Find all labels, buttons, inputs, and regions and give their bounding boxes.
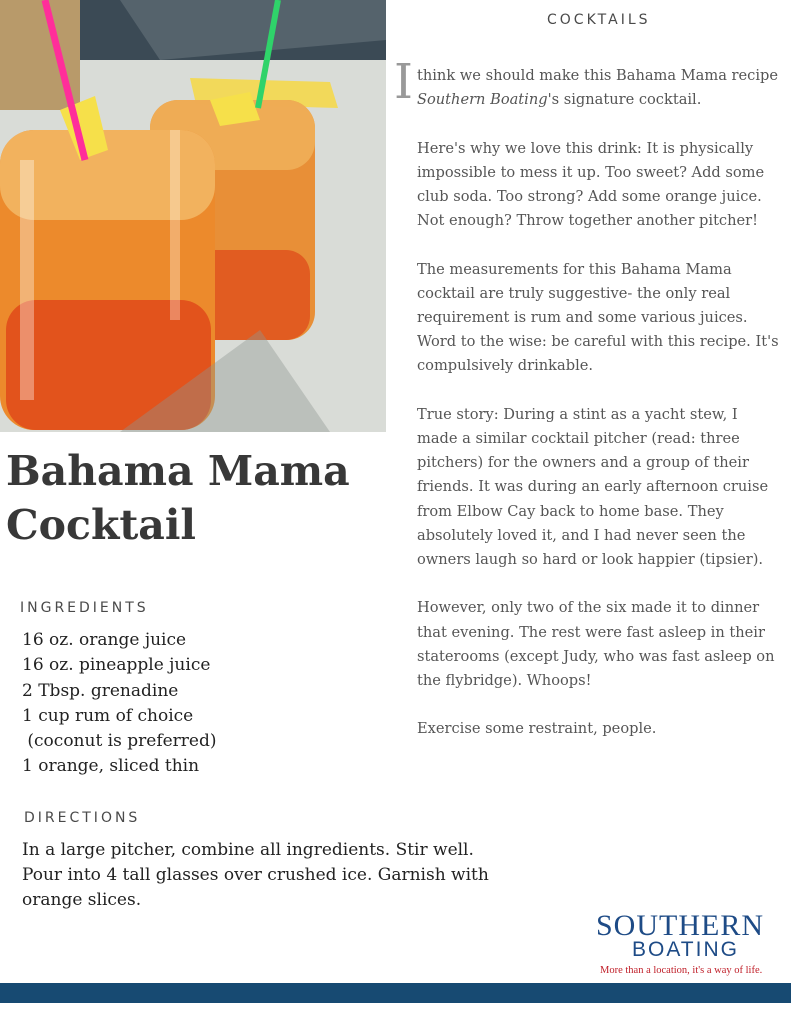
footer-bar <box>0 983 791 1003</box>
ingredients-list <box>22 628 217 780</box>
article-paragraph-4: True story: During a stint as a yacht stew, I made a similar cocktail pitcher (read: three pitchers) for the owners and a group of their friends. It was during an early afternoon cruise from Elbow Cay back to home base. They absolutely loved it, and I had never seen the owners laugh so hard or look happier (tipsier). <box>417 405 769 569</box>
ingredient-item: 1 cup rum of choice <box>22 705 194 726</box>
logo-line1: SOUTHERN <box>596 909 765 942</box>
article-paragraph-1 <box>417 64 779 112</box>
recipe-title-line1: Bahama Mama <box>6 447 350 495</box>
logo-tagline: More than a location, it's a way of life. <box>600 965 763 976</box>
directions-heading: DIRECTIONS <box>24 810 141 826</box>
southern-boating-logo <box>596 909 788 978</box>
ingredient-item: 16 oz. orange juice <box>22 630 187 650</box>
article-paragraph-5: However, only two of the six made it to dinner that evening. The rest were fast asleep in their staterooms (except Judy, who was fast asleep on the flybridge). Whoops! <box>417 599 775 690</box>
ingredient-item: (coconut is preferred) <box>22 731 217 752</box>
article-body <box>417 64 779 766</box>
direction-step: Pour into 4 tall glasses over crushed ice. Garnish with orange slices. <box>22 865 489 910</box>
ingredient-item: 16 oz. pineapple juice <box>22 655 211 676</box>
article-paragraph-6: Exercise some restraint, people. <box>417 720 657 738</box>
drop-cap: I <box>394 54 413 110</box>
article-paragraph-3: The measurements for this Bahama Mama cocktail are truly suggestive- the only real requirement is rum and some various juices. Word to the wise: be careful with this recipe. It's compulsively drinkable. <box>417 260 779 375</box>
publication-name: Southern Boating <box>417 91 548 109</box>
article-text: think we should make this Bahama Mama recipe <box>417 67 778 84</box>
ingredients-heading: INGREDIENTS <box>20 600 149 616</box>
direction-step: In a large pitcher, combine all ingredients. Stir well. <box>22 840 474 860</box>
directions-text <box>22 838 542 913</box>
ingredient-item: 2 Tbsp. grenadine <box>22 680 179 701</box>
recipe-title <box>6 444 386 552</box>
section-label-cocktails: COCKTAILS <box>547 12 651 28</box>
article-text: 's signature cocktail. <box>547 91 702 109</box>
logo-line2: BOATING <box>632 938 739 961</box>
recipe-title-line2: Cocktail <box>6 501 197 549</box>
article-paragraph-2: Here's why we love this drink: It is physically impossible to mess it up. Too sweet? Add some club soda. Too strong? Add some orange juice. Not enough? Throw together another pitcher! <box>417 139 765 230</box>
cocktail-photo <box>0 0 386 432</box>
ingredient-item: 1 orange, sliced thin <box>22 756 200 777</box>
